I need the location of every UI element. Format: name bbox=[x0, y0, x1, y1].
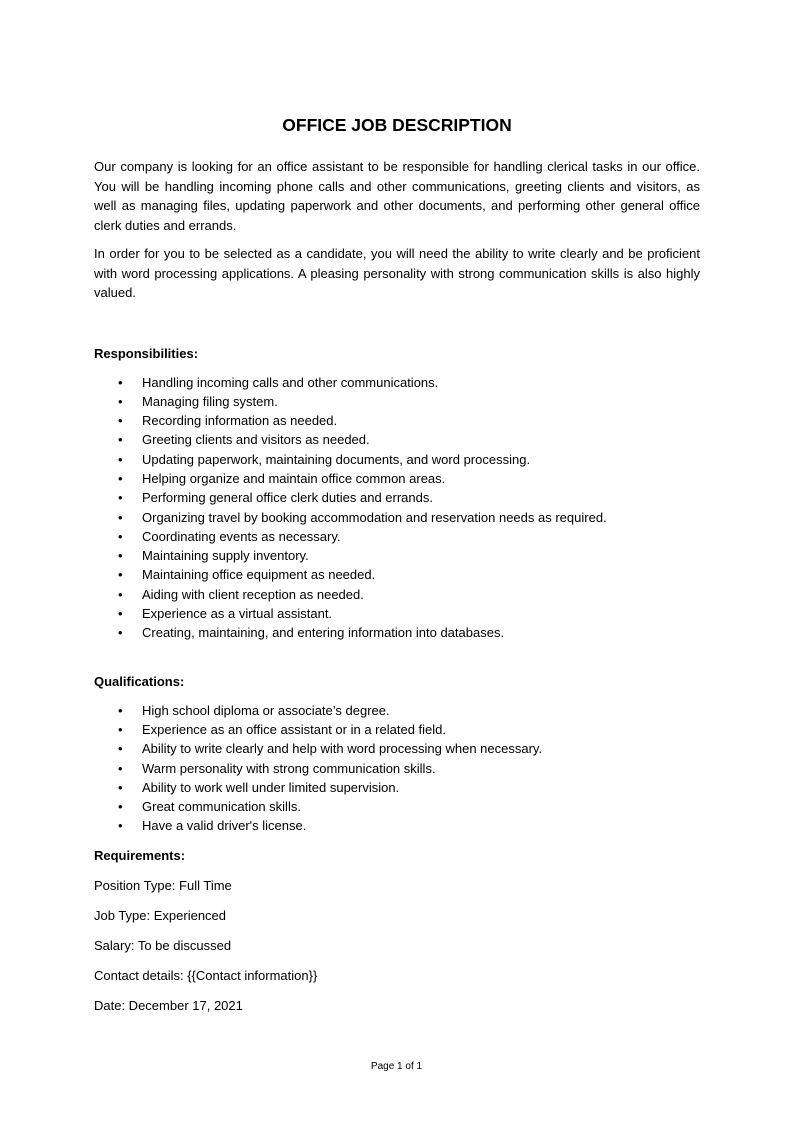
responsibility-list-item bbox=[94, 469, 700, 488]
bullet-icon: • bbox=[118, 760, 123, 776]
responsibility-item-text: Experience as a virtual assistant. bbox=[142, 606, 333, 622]
bullet-icon: • bbox=[118, 374, 123, 390]
responsibility-item-text: Greeting clients and visitors as needed. bbox=[142, 432, 370, 448]
requirement-line: Contact details: {{Contact information}} bbox=[94, 967, 318, 983]
bullet-icon: • bbox=[118, 393, 123, 409]
qualification-item-text: Warm personality with strong communication skills. bbox=[142, 760, 436, 776]
responsibility-list-item bbox=[94, 411, 700, 430]
page-footer: Page 1 of 1 bbox=[370, 1061, 423, 1072]
responsibility-item-text: Recording information as needed. bbox=[142, 413, 338, 429]
responsibility-list-item bbox=[94, 565, 700, 584]
qualification-item-text: Great communication skills. bbox=[142, 799, 301, 815]
requirement-line: Job Type: Experienced bbox=[94, 907, 227, 923]
bullet-icon: • bbox=[118, 567, 123, 583]
requirements-heading: Requirements: bbox=[94, 847, 186, 863]
bullet-icon: • bbox=[118, 779, 123, 795]
requirement-line: Date: December 17, 2021 bbox=[94, 997, 243, 1013]
bullet-icon: • bbox=[118, 432, 123, 448]
bullet-icon: • bbox=[118, 548, 123, 564]
responsibilities-list bbox=[94, 373, 700, 643]
bullet-icon: • bbox=[118, 606, 123, 622]
bullet-icon: • bbox=[118, 509, 123, 525]
bullet-icon: • bbox=[118, 528, 123, 544]
candidate-paragraph: In order for you to be selected as a candidate, you will need the ability to write clearly and be proficient with word processing applications. A pleasing personality with strong communication skills is also highly valued. bbox=[94, 246, 700, 300]
bullet-icon: • bbox=[118, 451, 123, 467]
responsibility-list-item bbox=[94, 392, 700, 411]
responsibility-list-item bbox=[94, 604, 700, 623]
responsibility-list-item bbox=[94, 546, 700, 565]
bullet-icon: • bbox=[118, 818, 123, 834]
qualifications-list bbox=[94, 701, 700, 836]
responsibility-item-text: Updating paperwork, maintaining documents, and word processing. bbox=[142, 451, 531, 467]
qualifications-heading: Qualifications: bbox=[94, 673, 185, 689]
responsibility-item-text: Maintaining supply inventory. bbox=[142, 548, 309, 564]
bullet-icon: • bbox=[118, 490, 123, 506]
qualification-list-item bbox=[94, 759, 700, 778]
bullet-icon: • bbox=[118, 470, 123, 486]
responsibility-item-text: Organizing travel by booking accommodation and reservation needs as required. bbox=[142, 509, 607, 525]
responsibility-list-item bbox=[94, 430, 700, 449]
bullet-icon: • bbox=[118, 702, 123, 718]
responsibility-item-text: Helping organize and maintain office common areas. bbox=[142, 470, 446, 486]
responsibility-item-text: Creating, maintaining, and entering information into databases. bbox=[142, 625, 505, 641]
document-title: OFFICE JOB DESCRIPTION bbox=[282, 115, 512, 135]
qualification-list-item bbox=[94, 797, 700, 816]
responsibility-list-item bbox=[94, 450, 700, 469]
responsibility-item-text: Performing general office clerk duties and errands. bbox=[142, 490, 433, 506]
responsibility-item-text: Maintaining office equipment as needed. bbox=[142, 567, 376, 583]
document-body bbox=[94, 113, 700, 1026]
qualification-list-item bbox=[94, 720, 700, 739]
bullet-icon: • bbox=[118, 625, 123, 641]
responsibility-item-text: Managing filing system. bbox=[142, 393, 278, 409]
qualification-item-text: Experience as an office assistant or in a related field. bbox=[142, 721, 446, 737]
bullet-icon: • bbox=[118, 586, 123, 602]
intro-paragraph: Our company is looking for an office assistant to be responsible for handling clerical tasks in our office. You will be handling incoming phone calls and other communications, greeting clients and visitors, as well as managing files, updating paperwork and other documents, and performing other general office clerk duties and errands. bbox=[94, 159, 700, 233]
responsibility-list-item bbox=[94, 488, 700, 507]
responsibility-list-item bbox=[94, 508, 700, 527]
bullet-icon: • bbox=[118, 721, 123, 737]
responsibility-list-item bbox=[94, 623, 700, 642]
qualification-item-text: Ability to write clearly and help with word processing when necessary. bbox=[142, 741, 543, 757]
qualification-list-item bbox=[94, 739, 700, 758]
qualification-item-text: High school diploma or associate’s degree. bbox=[142, 702, 390, 718]
responsibility-item-text: Aiding with client reception as needed. bbox=[142, 586, 364, 602]
requirement-line: Position Type: Full Time bbox=[94, 877, 232, 893]
qualification-list-item bbox=[94, 778, 700, 797]
bullet-icon: • bbox=[118, 799, 123, 815]
requirement-line: Salary: To be discussed bbox=[94, 937, 232, 953]
responsibility-item-text: Coordinating events as necessary. bbox=[142, 528, 341, 544]
responsibility-item-text: Handling incoming calls and other communications. bbox=[142, 374, 439, 390]
qualification-item-text: Have a valid driver's license. bbox=[142, 818, 307, 834]
responsibility-list-item bbox=[94, 585, 700, 604]
requirements-lines bbox=[94, 876, 700, 1016]
responsibility-list-item bbox=[94, 373, 700, 392]
qualification-list-item bbox=[94, 816, 700, 835]
responsibilities-heading: Responsibilities: bbox=[94, 345, 199, 361]
bullet-icon: • bbox=[118, 413, 123, 429]
responsibility-list-item bbox=[94, 527, 700, 546]
bullet-icon: • bbox=[118, 741, 123, 757]
qualification-item-text: Ability to work well under limited supervision. bbox=[142, 779, 400, 795]
qualification-list-item bbox=[94, 701, 700, 720]
